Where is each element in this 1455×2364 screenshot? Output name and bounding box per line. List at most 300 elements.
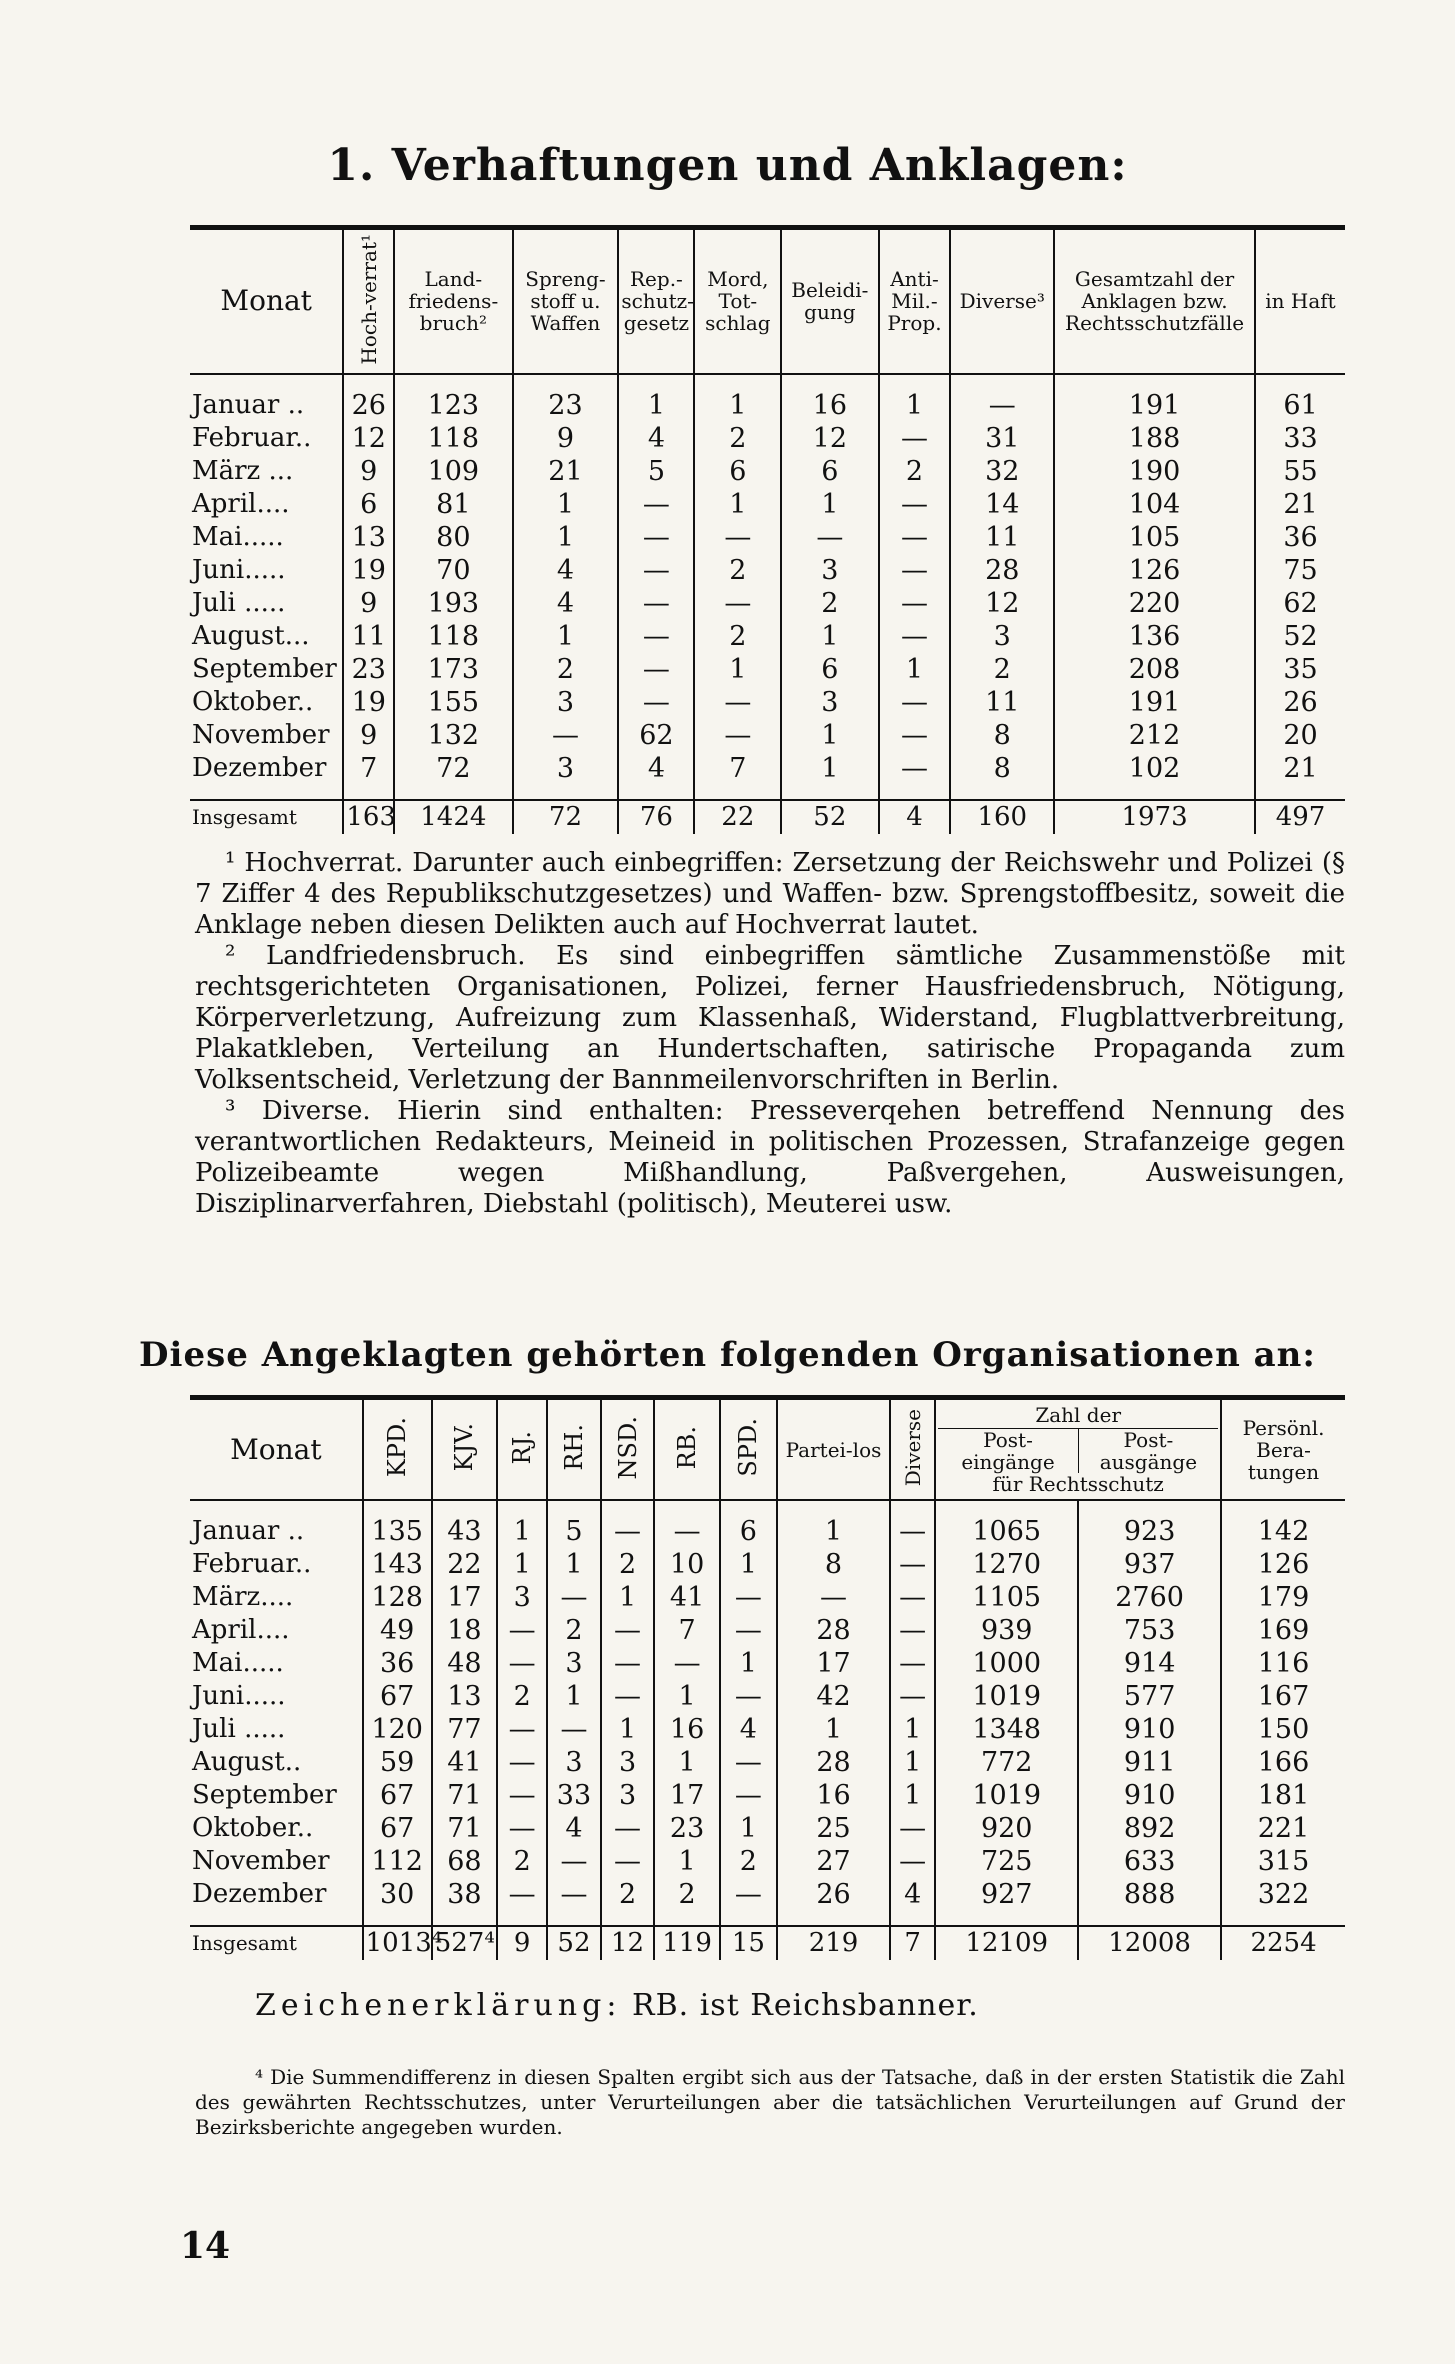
col-sprengstoff: Spreng-stoff u. Waffen [513, 228, 619, 374]
table-cell: 155 [394, 686, 512, 719]
col-beleidigung: Beleidi-gung [781, 228, 878, 374]
table-cell: 4 [618, 752, 694, 785]
table-cell: — [879, 752, 951, 785]
table-cell: 9 [343, 719, 394, 752]
table-cell: 939 [935, 1614, 1078, 1647]
total-cell: 76 [618, 800, 694, 834]
table-cell: — [601, 1680, 655, 1713]
organisations-table [190, 1395, 1345, 1960]
table-cell: 61 [1255, 389, 1345, 422]
table-cell: 67 [363, 1680, 432, 1713]
table-cell: 105 [1054, 521, 1255, 554]
col-mord: Mord, Tot-schlag [694, 228, 781, 374]
table-cell: 1 [890, 1746, 935, 1779]
col-parteilos: Partei-los [777, 1398, 890, 1501]
total-cell: 1013⁴ [363, 1926, 432, 1960]
table-cell: 71 [432, 1779, 497, 1812]
table-cell: 725 [935, 1845, 1078, 1878]
table-cell: 188 [1054, 422, 1255, 455]
table-cell: 633 [1078, 1845, 1221, 1878]
table-cell: 55 [1255, 455, 1345, 488]
row-month: Januar .. [192, 389, 305, 420]
table-cell: — [497, 1746, 547, 1779]
table-cell: 2 [879, 455, 951, 488]
col-kpd: KPD. [363, 1398, 432, 1501]
table-cell: 9 [343, 455, 394, 488]
table-cell: 1 [547, 1680, 601, 1713]
col-haft: in Haft [1255, 228, 1345, 374]
table-cell: 1 [547, 1548, 601, 1581]
row-month: März.... [192, 1582, 294, 1612]
table-cell: 1 [601, 1581, 655, 1614]
total-cell: 163 [343, 800, 394, 834]
table-header-row [190, 228, 1345, 374]
table-cell: — [879, 422, 951, 455]
table-cell: 191 [1054, 686, 1255, 719]
table-cell: 41 [432, 1746, 497, 1779]
table-cell: 67 [363, 1812, 432, 1845]
table-cell: 8 [950, 719, 1054, 752]
table-cell: 62 [1255, 587, 1345, 620]
col-post-group [935, 1398, 1221, 1501]
total-row [190, 800, 1345, 834]
table-cell: 2760 [1078, 1581, 1221, 1614]
page-number: 14 [180, 2225, 231, 2267]
table-cell: 212 [1054, 719, 1255, 752]
row-month: Mai..... [192, 521, 284, 552]
table-body [190, 374, 1345, 834]
table-cell: — [720, 1614, 777, 1647]
table-cell: 4 [618, 422, 694, 455]
table-cell: 2 [497, 1680, 547, 1713]
table-row [190, 719, 1345, 752]
table-cell: — [879, 521, 951, 554]
table-row [190, 1647, 1345, 1680]
table-row [190, 653, 1345, 686]
table-cell: 80 [394, 521, 512, 554]
table-cell: 1 [694, 488, 781, 521]
table-cell: 41 [654, 1581, 719, 1614]
table-cell: 11 [950, 521, 1054, 554]
col-repschutzgesetz: Rep.-schutz-gesetz [618, 228, 694, 374]
table-cell: 8 [777, 1548, 890, 1581]
table-row [190, 455, 1345, 488]
table-cell: 33 [1255, 422, 1345, 455]
table-cell: 12 [781, 422, 878, 455]
row-month: August.. [192, 1747, 302, 1777]
total-cell: 12008 [1078, 1926, 1221, 1960]
total-cell: 4 [879, 800, 951, 834]
table-cell: 102 [1054, 752, 1255, 785]
table-row [190, 1548, 1345, 1581]
table-row [190, 1878, 1345, 1911]
table-cell: 22 [432, 1548, 497, 1581]
table-cell: 208 [1054, 653, 1255, 686]
table-cell: 72 [394, 752, 512, 785]
col-landfriedensbruch: Land-friedens-bruch² [394, 228, 512, 374]
table-row [190, 488, 1345, 521]
table-cell: 126 [1054, 554, 1255, 587]
table-cell: 1 [781, 620, 878, 653]
table-cell: 2 [720, 1845, 777, 1878]
table-cell: 18 [432, 1614, 497, 1647]
table-cell: — [720, 1581, 777, 1614]
table-cell: 577 [1078, 1680, 1221, 1713]
table-cell: 9 [513, 422, 619, 455]
table-cell: — [890, 1581, 935, 1614]
table-cell: — [497, 1878, 547, 1911]
table-cell: 70 [394, 554, 512, 587]
table-cell: 1 [777, 1713, 890, 1746]
table-cell: 169 [1221, 1614, 1345, 1647]
table-cell: 2 [497, 1845, 547, 1878]
table-cell: 1 [890, 1779, 935, 1812]
post-group-label: Zahl der [1035, 1403, 1121, 1427]
table-cell: 1 [720, 1548, 777, 1581]
row-month: April.... [192, 488, 290, 519]
table-cell: 126 [1221, 1548, 1345, 1581]
table-cell: — [618, 620, 694, 653]
post-subheaders [938, 1428, 1218, 1473]
table-cell: 14 [950, 488, 1054, 521]
table-cell: 17 [654, 1779, 719, 1812]
row-month: Juli ..... [192, 1714, 286, 1744]
table-cell: 1 [513, 488, 619, 521]
table-cell: 28 [777, 1614, 890, 1647]
table-cell: — [694, 719, 781, 752]
table-cell: 910 [1078, 1779, 1221, 1812]
table-cell: — [890, 1647, 935, 1680]
total-cell: 2254 [1221, 1926, 1345, 1960]
table-cell: 1 [601, 1713, 655, 1746]
footnote-2: ² Landfriedensbruch. Es sind einbegriffen sämtliche Zusammenstöße mit rechtsgerichteten Organisationen, Polizei, ferner Hausfriedensbruch, Nötigung, Körperverletzung, Aufreizung zum Klassenhaß, Widerstand, Flugblattverbreitung, Plakatkleben, Verteilung an Hundertschaften, satirische Propaganda zum Volksentscheid, Verletzung der Bannmeilenvorschriften in Berlin. [195, 941, 1345, 1095]
table-cell: 33 [547, 1779, 601, 1812]
table-cell: 4 [513, 554, 619, 587]
table-cell: — [618, 521, 694, 554]
table-cell: 3 [513, 686, 619, 719]
table-cell: 1 [879, 653, 951, 686]
table-cell: 21 [1255, 752, 1345, 785]
table-cell: 143 [363, 1548, 432, 1581]
total-cell: 1973 [1054, 800, 1255, 834]
table-cell: 17 [777, 1647, 890, 1680]
total-cell: 22 [694, 800, 781, 834]
total-cell: 12109 [935, 1926, 1078, 1960]
table-cell: 142 [1221, 1515, 1345, 1548]
table-cell: 26 [1255, 686, 1345, 719]
table-cell: 26 [777, 1878, 890, 1911]
col-posteingaenge: Post-eingänge [961, 1428, 1055, 1474]
table-cell: 104 [1054, 488, 1255, 521]
table-cell: 3 [513, 752, 619, 785]
table-cell: 19 [343, 554, 394, 587]
table-cell: 910 [1078, 1713, 1221, 1746]
table-row [190, 389, 1345, 422]
row-month: Juni..... [192, 554, 286, 585]
table-cell: — [879, 488, 951, 521]
table-cell: — [601, 1515, 655, 1548]
table-cell: 1348 [935, 1713, 1078, 1746]
table-cell: 1 [890, 1713, 935, 1746]
table-cell: — [513, 719, 619, 752]
table-cell: — [720, 1779, 777, 1812]
table-cell: 36 [1255, 521, 1345, 554]
total-cell: 160 [950, 800, 1054, 834]
table-cell: — [547, 1845, 601, 1878]
table-cell: — [879, 686, 951, 719]
table-cell: — [497, 1647, 547, 1680]
table-cell: 35 [1255, 653, 1345, 686]
row-month: Februar.. [192, 422, 312, 453]
table-cell: — [720, 1746, 777, 1779]
table-cell: 11 [950, 686, 1054, 719]
table-cell: — [497, 1812, 547, 1845]
col-postausgaenge: Post-ausgänge [1078, 1429, 1218, 1473]
col-gesamtzahl: Gesamtzahl der Anklagen bzw. Rechtsschutzfälle [1054, 228, 1255, 374]
table-row [190, 587, 1345, 620]
row-month: September [192, 653, 337, 684]
footnote-1: ¹ Hochverrat. Darunter auch einbegriffen: Zersetzung der Reichswehr und Polizei (§ 7 Ziffer 4 des Republikschutzgesetzes) und Waffen- bzw. Sprengstoffbesitz, soweit die Anklage neben diesen Delikten auch auf Hochverrat lautet. [195, 848, 1345, 940]
table-cell: 49 [363, 1614, 432, 1647]
table-cell: 13 [432, 1680, 497, 1713]
table-cell: — [654, 1647, 719, 1680]
legend [255, 1988, 979, 2023]
legend-label: Zeichenerklärung: [255, 1988, 622, 2023]
col-rb: RB. [654, 1398, 719, 1501]
table-cell: — [601, 1845, 655, 1878]
row-month: November [192, 1846, 330, 1876]
table-cell: 31 [950, 422, 1054, 455]
table-cell: — [890, 1548, 935, 1581]
footnotes [195, 848, 1345, 1220]
table-cell: 2 [654, 1878, 719, 1911]
table-cell: 3 [497, 1581, 547, 1614]
legend-text: RB. ist Reichsbanner. [632, 1988, 979, 2023]
table-cell: 3 [781, 686, 878, 719]
table-row [190, 1713, 1345, 1746]
table-cell: 167 [1221, 1680, 1345, 1713]
footnote-4 [195, 2065, 1345, 2140]
table-cell: 2 [694, 554, 781, 587]
table-cell: 38 [432, 1878, 497, 1911]
table-cell: 1 [497, 1548, 547, 1581]
table-cell: 13 [343, 521, 394, 554]
table-cell: 1 [781, 488, 878, 521]
col-rh: RH. [547, 1398, 601, 1501]
table-cell: 11 [343, 620, 394, 653]
table-cell: 17 [432, 1581, 497, 1614]
table-row [190, 521, 1345, 554]
table-cell: 7 [343, 752, 394, 785]
table-cell: — [781, 521, 878, 554]
table-cell: 1 [781, 752, 878, 785]
table-row [190, 1845, 1345, 1878]
table-cell: — [890, 1812, 935, 1845]
table-row [190, 620, 1345, 653]
table-cell: — [601, 1812, 655, 1845]
table-cell: — [497, 1779, 547, 1812]
row-month: März ... [192, 455, 294, 486]
table-cell: 4 [720, 1713, 777, 1746]
table-row [190, 1812, 1345, 1845]
table-cell: 16 [654, 1713, 719, 1746]
row-month: Februar.. [192, 1549, 312, 1579]
total-cell: 72 [513, 800, 619, 834]
table-cell: 109 [394, 455, 512, 488]
table-cell: 1019 [935, 1779, 1078, 1812]
table-cell: 75 [1255, 554, 1345, 587]
col-antimil: Anti-Mil.-Prop. [879, 228, 951, 374]
table-cell: 128 [363, 1581, 432, 1614]
total-cell: 12 [601, 1926, 655, 1960]
table-cell: 116 [1221, 1647, 1345, 1680]
total-cell: 527⁴ [432, 1926, 497, 1960]
table-cell: 2 [601, 1548, 655, 1581]
table-cell: — [777, 1581, 890, 1614]
table-cell: 221 [1221, 1812, 1345, 1845]
table-cell: — [654, 1515, 719, 1548]
row-month: Oktober.. [192, 1813, 314, 1843]
total-cell: 7 [890, 1926, 935, 1960]
table-cell: 30 [363, 1878, 432, 1911]
table-row [190, 1515, 1345, 1548]
table-cell: 26 [343, 389, 394, 422]
table-cell: — [879, 554, 951, 587]
table-cell: 2 [601, 1878, 655, 1911]
table-cell: 1000 [935, 1647, 1078, 1680]
row-month: August... [192, 620, 310, 651]
table-cell: 191 [1054, 389, 1255, 422]
table-cell: — [547, 1713, 601, 1746]
table-cell: 937 [1078, 1548, 1221, 1581]
col-kjv: KJV. [432, 1398, 497, 1501]
table-cell: 193 [394, 587, 512, 620]
table-cell: — [720, 1878, 777, 1911]
table-cell: 120 [363, 1713, 432, 1746]
table-cell: 173 [394, 653, 512, 686]
table-cell: 3 [950, 620, 1054, 653]
table-row [190, 1746, 1345, 1779]
table-cell: — [618, 554, 694, 587]
table-cell: — [879, 719, 951, 752]
arrests-table [190, 225, 1345, 834]
total-label: Insgesamt [190, 1926, 363, 1960]
table-cell: 2 [694, 620, 781, 653]
table-cell: 2 [781, 587, 878, 620]
table-cell: 2 [950, 653, 1054, 686]
table-cell: 150 [1221, 1713, 1345, 1746]
table-cell: 36 [363, 1647, 432, 1680]
table-cell: 28 [777, 1746, 890, 1779]
table-cell: 1 [694, 653, 781, 686]
table-cell: 6 [343, 488, 394, 521]
total-cell: 15 [720, 1926, 777, 1960]
table-cell: 181 [1221, 1779, 1345, 1812]
total-cell: 52 [781, 800, 878, 834]
table-cell: 6 [781, 455, 878, 488]
table-row [190, 686, 1345, 719]
table-cell: 772 [935, 1746, 1078, 1779]
table-row [190, 1680, 1345, 1713]
row-month: April.... [192, 1615, 290, 1645]
table-cell: 5 [547, 1515, 601, 1548]
total-cell: 119 [654, 1926, 719, 1960]
table-cell: 4 [547, 1812, 601, 1845]
row-month: Dezember [192, 752, 327, 783]
table-cell: — [497, 1614, 547, 1647]
col-spd: SPD. [720, 1398, 777, 1501]
table-cell: 27 [777, 1845, 890, 1878]
table-cell: 132 [394, 719, 512, 752]
table-cell: 179 [1221, 1581, 1345, 1614]
table-cell: 923 [1078, 1515, 1221, 1548]
table-cell: 1 [720, 1647, 777, 1680]
table-cell: — [618, 587, 694, 620]
table-cell: — [618, 686, 694, 719]
table-cell: 166 [1221, 1746, 1345, 1779]
table-cell: 2 [694, 422, 781, 455]
table-row [190, 1581, 1345, 1614]
table-cell: 71 [432, 1812, 497, 1845]
table-cell: 1 [513, 521, 619, 554]
table-cell: 12 [343, 422, 394, 455]
table-row [190, 1779, 1345, 1812]
table-row [190, 422, 1345, 455]
table-cell: 25 [777, 1812, 890, 1845]
table-cell: 67 [363, 1779, 432, 1812]
col-monat: Monat [230, 1432, 322, 1466]
table-cell: 20 [1255, 719, 1345, 752]
table-cell: — [618, 488, 694, 521]
table-cell: 190 [1054, 455, 1255, 488]
table-cell: 3 [601, 1746, 655, 1779]
table-cell: — [547, 1581, 601, 1614]
row-month: November [192, 719, 330, 750]
table-cell: — [694, 587, 781, 620]
table-cell: 1 [781, 719, 878, 752]
table-cell: 118 [394, 620, 512, 653]
table-cell: 52 [1255, 620, 1345, 653]
table-cell: 7 [654, 1614, 719, 1647]
table-cell: 888 [1078, 1878, 1221, 1911]
table-cell: 2 [513, 653, 619, 686]
section-subtitle: Diese Angeklagten gehörten folgenden Organisationen an: [139, 1335, 1316, 1375]
table-cell: 753 [1078, 1614, 1221, 1647]
table-cell: 322 [1221, 1878, 1345, 1911]
table-cell: 3 [547, 1746, 601, 1779]
table-cell: 7 [694, 752, 781, 785]
table-cell: 220 [1054, 587, 1255, 620]
table-cell: 1065 [935, 1515, 1078, 1548]
table-body [190, 1500, 1345, 1960]
table-cell: 927 [935, 1878, 1078, 1911]
table-cell: 77 [432, 1713, 497, 1746]
table-cell: 6 [781, 653, 878, 686]
table-cell: 1 [879, 389, 951, 422]
table-cell: 23 [513, 389, 619, 422]
table-cell: — [950, 389, 1054, 422]
table-cell: 3 [547, 1647, 601, 1680]
table-cell: 62 [618, 719, 694, 752]
total-cell: 497 [1255, 800, 1345, 834]
table-cell: 112 [363, 1845, 432, 1878]
table-cell: 315 [1221, 1845, 1345, 1878]
total-cell: 9 [497, 1926, 547, 1960]
row-month: Dezember [192, 1879, 327, 1909]
table-cell: 12 [950, 587, 1054, 620]
page-title: 1. Verhaftungen und Anklagen: [327, 140, 1128, 191]
table-cell: — [879, 587, 951, 620]
